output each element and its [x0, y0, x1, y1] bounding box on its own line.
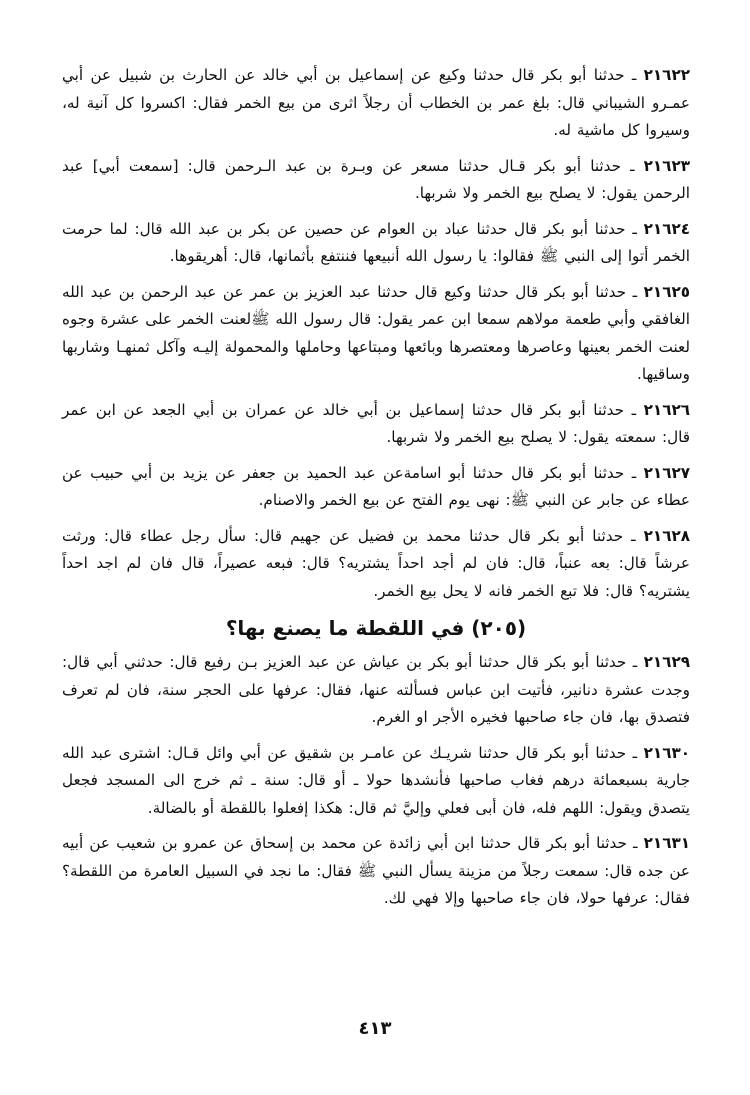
hadith-number: ٢١٦٢٢ — [643, 66, 690, 84]
hadith-number: ٢١٦٢٤ — [643, 219, 691, 238]
hadith-paragraph — [62, 216, 690, 271]
hadith-number: ٢١٦٢٧ — [643, 463, 691, 482]
hadith-number: ٢١٦٢٩ — [643, 653, 690, 671]
hadith-paragraph — [62, 279, 690, 389]
hadith-text: ـ حدثنا أبو بكر قال حدثنا وكيع عن إسماعيل بن أبي خالد عن الحارث بن شبيل عن أبي عمـرو الشيباني قال: بلغ عمر بن الخطاب أن رجلاً اثرى من بيع الخمر فقال: اكسروا كل آنية له، وسيروا كل ماشية له. — [62, 66, 690, 139]
hadith-text: ـ حدثنا أبو بكر قال حدثنا وكيع قال حدثنا عبد العزيز بن عمر عن عبد الرحمن بن عبد الله الغافقي وأبي طعمة مولاهم سمعا ابن عمر يقول: قال رسول الله ﷺلعنت الخمر على عشرة وجوه لعنت الخمر بعينها وعاصرها ومعتصرها وبائعها ومبتاعها وحاملها والمحمولة إليـه وآكل ثمنهـا وشاربها وساقيها. — [62, 282, 690, 383]
hadith-text: ـ حدثنا أبو بكر قال حدثنا عباد بن العوام عن حصين عن بكر بن عبد الله قال: لما حرمت الخمر أتوا إلى النبي ﷺ فقالوا: يا رسول الله أنبيعها فننتفع بأثمانها، قال: أهريقوها. — [62, 219, 690, 265]
hadith-number: ٢١٦٣١ — [643, 834, 691, 852]
page-body — [62, 62, 690, 913]
hadith-paragraph — [62, 649, 690, 732]
hadith-text: ـ حدثنا أبو بكر قال حدثنا إسماعيل بن أبي خالد عن عمران بن أبي الجعد عن ابن عمر قال: سمعته يقول: لا يصلح بيع الخمر ولا شربها. — [62, 400, 690, 446]
hadith-paragraph — [62, 397, 690, 452]
hadith-text: ـ حدثنا أبو بكر قال حدثنا أبو بكر بن عياش عن عبد العزيز بـن رفيع قال: حدثني أبي قال: وجدت عشرة دنانير، فأتيت ابن عباس فسألته عنها، فقال: عرفها على الحجر سنة، فان لم تعرف فتصدق بها، فان جاء صاحبها فخيره الأجر او الغرم. — [62, 653, 690, 726]
hadith-number: ٢١٦٢٨ — [643, 526, 691, 545]
hadith-number: ٢١٦٣٠ — [643, 743, 691, 762]
hadith-paragraph — [62, 523, 690, 606]
chapter-heading: (٢٠٥) في اللقطة ما يصنع بها؟ — [225, 616, 527, 640]
hadith-paragraph — [62, 740, 690, 823]
hadith-number: ٢١٦٢٣ — [643, 156, 690, 175]
hadith-paragraph — [62, 153, 690, 208]
hadith-number: ٢١٦٢٦ — [643, 400, 691, 419]
hadith-paragraph — [62, 830, 690, 913]
hadith-text: ـ حدثنا أبو بكر قال حدثنا ابن أبي زائدة عن محمد بن إسحاق عن عمرو بن شعيب عن أبيه عن جده قال: سمعت رجلاً من مزينة يسأل النبي ﷺ فقال: ما نجد في السبيل العامرة من اللقطة؟ فقال: عرفها حولا، فان جاء صاحبها وإلا فهي لك. — [62, 834, 690, 907]
hadith-paragraph — [62, 62, 690, 145]
page-number: ٤١٣ — [358, 1018, 392, 1039]
hadith-text: ـ حدثنا أبو بكر قال حدثنا محمد بن فضيل عن جهيم قال: سأل رجل عطاء قال: ورثت عرشاً قال: بعه عنباً، قال: فان لم أجد احداً يشتريه؟ قال: فبعه عصيراً، قال فان لم اجد احداً يشتريه؟ قال: فلا تبع الخمر فانه لا يحل بيع الخمر. — [62, 526, 690, 600]
hadith-text: ـ حدثنا أبو بكر قـال حدثنا مسعر عن وبـرة بن عبد الـرحمن قال: [سمعت أبي] عبد الرحمن يقول: لا يصلح بيع الخمر ولا شربها. — [62, 156, 690, 202]
hadith-text: ـ حدثنا أبو بكر قال حدثنا أبو اسامةعن عبد الحميد بن جعفر عن يزيد بن أبي حبيب عن عطاء عن جابر عن النبي ﷺ: نهى يوم الفتح عن بيع الخمر والاصنام. — [62, 463, 690, 509]
hadith-number: ٢١٦٢٥ — [643, 282, 691, 301]
hadith-paragraph — [62, 460, 690, 515]
hadith-text: ـ حدثنا أبو بكر قال حدثنا شريـك عن عامـر بن شقيق عن أبي وائل قـال: اشترى عبد الله جارية بسبعمائة درهم فغاب صاحبها فأنشدها حولا ـ أو قال: سنة ـ ثم خرج الى المسجد فجعل يتصدق ويقول: اللهم فله، فان أبى فعلي وإليَّ ثم قال: هكذا إفعلوا باللقطة أو بالضالة. — [62, 743, 690, 817]
